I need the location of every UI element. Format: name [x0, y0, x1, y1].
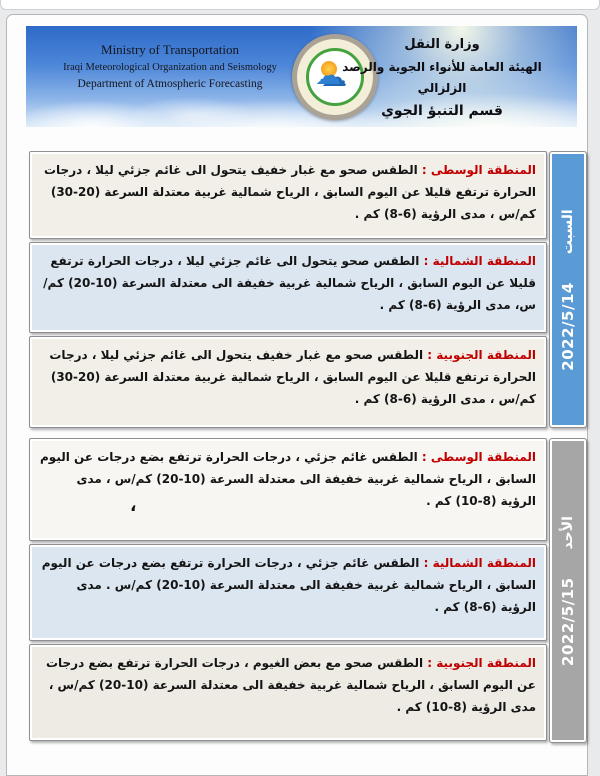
page-top-strip [0, 0, 600, 10]
ministry-name-en: Ministry of Transportation [101, 42, 239, 57]
forecast-text: الطقس غائم جزئي ، درجات الحرارة ترتفع بضع درجات عن اليوم السابق ، الرياح شمالية غربية خفيفة الى معتدلة السرعة (10-20) كم/س ، مدى الرؤية (8-10) كم . [40, 450, 536, 509]
forecast-box-sunday-southern [29, 644, 547, 741]
day-name: الأحد [560, 515, 576, 549]
ministry-english-block [40, 40, 300, 94]
forecast-box-sunday-central [29, 438, 547, 541]
forecast-text: الطقس غائم جزئي ، درجات الحرارة ترتفع بضع درجات عن اليوم السابق ، الرياح شمالية غربية خفيفة الى معتدلة السرعة (10-20) كم/س . مدى الرؤية (6-8) كم . [41, 556, 536, 615]
day-tab-saturday [549, 151, 587, 428]
day-tab-rotated-text [559, 209, 577, 370]
region-label: المنطقة الوسطى : [421, 163, 536, 177]
cloud-icon: ☁ [315, 61, 341, 91]
header-banner [26, 26, 577, 127]
forecast-box-saturday-southern [29, 336, 547, 428]
region-label: المنطقة الجنوبية : [427, 656, 536, 670]
department-name-en: Department of Atmospheric Forecasting [77, 78, 263, 91]
organization-name-ar: الهيئة العامة للأنواء الجوية والرصد الزلزالي [342, 59, 542, 95]
day-name: السبت [560, 208, 576, 254]
region-label: المنطقة الوسطى : [421, 450, 536, 464]
stray-mark: ، [130, 496, 137, 516]
day-date: 2022/5/15 [559, 576, 577, 666]
forecast-text: الطقس صحو مع غبار خفيف يتحول الى غائم جزئي ليلا ، درجات الحرارة ترتفع قليلا عن اليوم السابق ، الرياح شمالية غربية معتدلة السرعة (20-30) كم/س ، مدى الرؤية (6-8) كم . [49, 348, 536, 407]
ministry-arabic-block [323, 34, 561, 123]
ministry-name-ar: وزارة النقل [404, 37, 480, 52]
day-tab-sunday [549, 438, 587, 743]
forecast-box-saturday-central [29, 151, 547, 239]
forecast-text: الطقس صحو مع غبار خفيف يتحول الى غائم جزئي ليلا ، درجات الحرارة ترتفع قليلا عن اليوم السابق ، الرياح شمالية غربية معتدلة السرعة (20-30) كم/س ، مدى الرؤية (6-8) كم . [43, 163, 536, 222]
region-label: المنطقة الشمالية : [423, 556, 536, 570]
day-tab-rotated-text [559, 516, 577, 666]
region-label: المنطقة الجنوبية : [427, 348, 536, 362]
organization-name-en: Iraqi Meteorological Organization and Seismology [63, 62, 277, 74]
forecast-box-saturday-northern [29, 242, 547, 333]
forecast-text: الطقس صحو مع بعض الغيوم ، درجات الحرارة ترتفع بضع درجات عن اليوم السابق ، الرياح شمالية غربية خفيفة الى معتدلة السرعة (10-20) كم/س ، مدى الرؤية (8-10) كم . [45, 656, 536, 715]
department-name-ar: قسم التنبؤ الجوي [381, 102, 503, 119]
forecast-text: الطقس صحو يتحول الى غائم جزئي ليلا ، درجات الحرارة ترتفع قليلا عن اليوم السابق ، الرياح شمالية غربية خفيفة الى معتدلة السرعة (10-20) كم/س، مدى الرؤية (6-8) كم . [43, 254, 536, 313]
day-date: 2022/5/14 [559, 281, 577, 371]
bulletin-panel [6, 14, 588, 776]
forecast-box-sunday-northern [29, 544, 547, 641]
region-label: المنطقة الشمالية : [423, 254, 536, 268]
